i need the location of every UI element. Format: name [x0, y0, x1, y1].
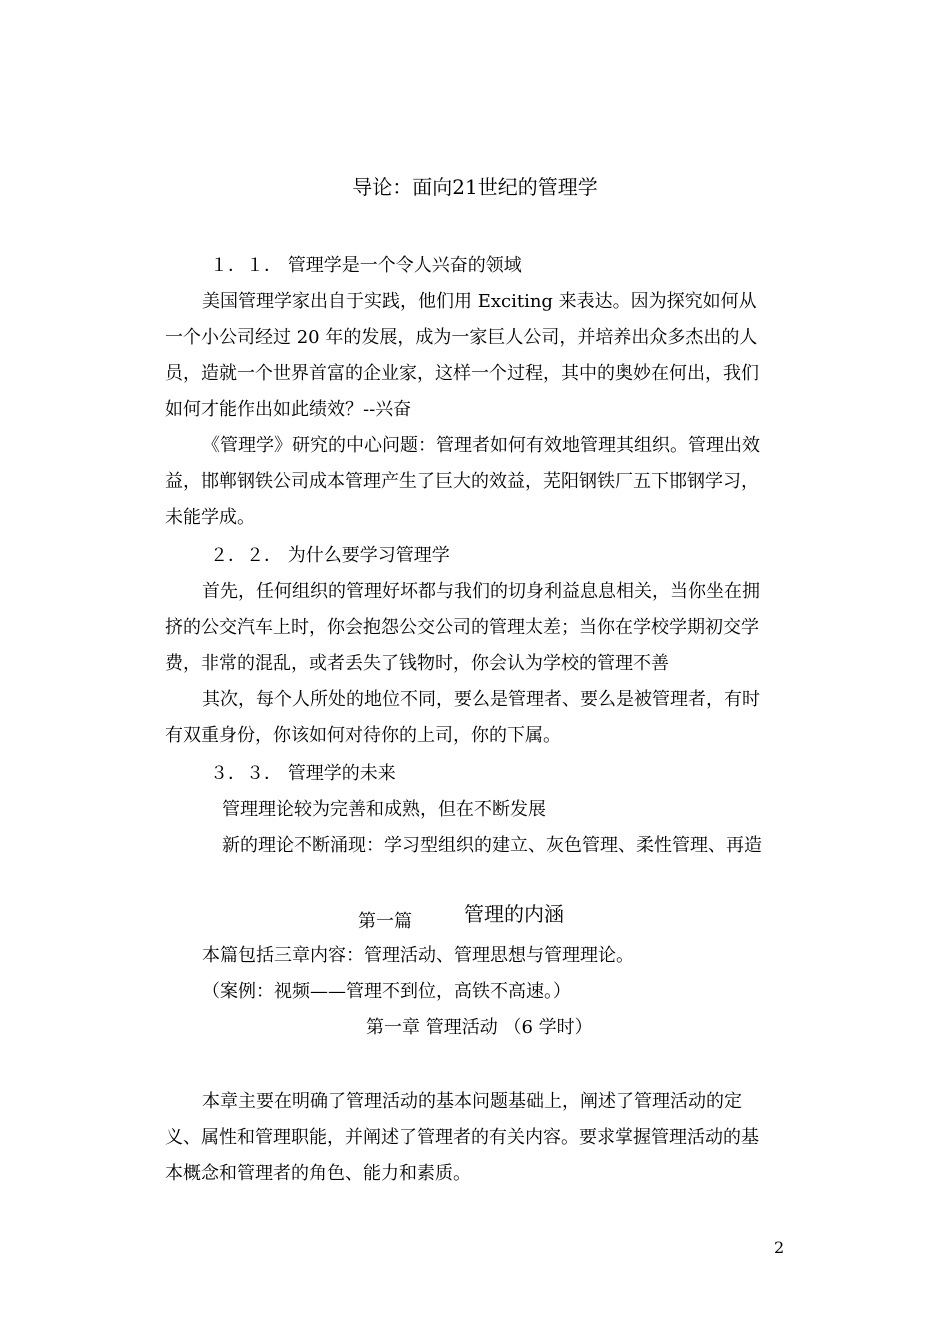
part-case: （案例：视频——管理不到位，高铁不高速。）: [202, 981, 571, 1002]
paragraph-line: 义、属性和管理职能，并阐述了管理者的有关内容。要求掌握管理活动的基: [165, 1127, 759, 1148]
paragraph-line: 新的理论不断涌现：学习型组织的建立、灰色管理、柔性管理、再造: [222, 835, 762, 856]
paragraph-line: 有双重身份，你该如何对待你的上司，你的下属。: [165, 725, 561, 746]
paragraph-line: 本章主要在明确了管理活动的基本问题基础上，阐述了管理活动的定: [202, 1091, 742, 1112]
paragraph-line: 美国管理学家出自于实践，他们用 Exciting 来表达。因为探究如何从: [202, 291, 757, 312]
paragraph-line: 本概念和管理者的角色、能力和素质。: [165, 1163, 471, 1184]
part-intro: 本篇包括三章内容：管理活动、管理思想与管理理论。: [202, 945, 634, 966]
page-number: 2: [774, 1238, 785, 1257]
part-name: 管理的内涵: [464, 902, 564, 926]
paragraph-line: 费，非常的混乱，或者丢失了钱物时，你会认为学校的管理不善: [165, 653, 669, 674]
paragraph-line: 挤的公交汽车上时，你会抱怨公交公司的管理太差；当你在学校学期初交学: [165, 617, 759, 638]
chapter-heading: 第一章 管理活动 （6 学时）: [366, 1017, 593, 1038]
part-number: 第一篇: [358, 911, 412, 932]
paragraph-line: 员，造就一个世界首富的企业家，这样一个过程，其中的奥妙在何出，我们: [165, 363, 759, 384]
page-title: 导论：面向21世纪的管理学: [352, 175, 598, 199]
paragraph-line: 未能学成。: [165, 507, 255, 528]
section-3-heading: ３．３． 管理学的未来: [210, 763, 396, 784]
section-2-heading: ２．２． 为什么要学习管理学: [210, 545, 450, 566]
paragraph-line: 管理理论较为完善和成熟，但在不断发展: [222, 799, 546, 820]
paragraph-line: 一个小公司经过 20 年的发展，成为一家巨人公司，并培养出众多杰出的人: [165, 327, 758, 348]
part-heading: [358, 904, 564, 933]
section-1-heading: １．１． 管理学是一个令人兴奋的领域: [210, 255, 522, 276]
paragraph-line: 益，邯郸钢铁公司成本管理产生了巨大的效益，芜阳钢铁厂五下邯钢学习，: [165, 471, 759, 492]
paragraph-line: 其次，每个人所处的地位不同，要么是管理者、要么是被管理者，有时: [202, 689, 760, 710]
paragraph-line: 如何才能作出如此绩效？--兴奋: [165, 399, 412, 420]
paragraph-line: 首先，任何组织的管理好坏都与我们的切身利益息息相关，当你坐在拥: [202, 581, 760, 602]
paragraph-line: 《管理学》研究的中心问题：管理者如何有效地管理其组织。管理出效: [202, 435, 760, 456]
